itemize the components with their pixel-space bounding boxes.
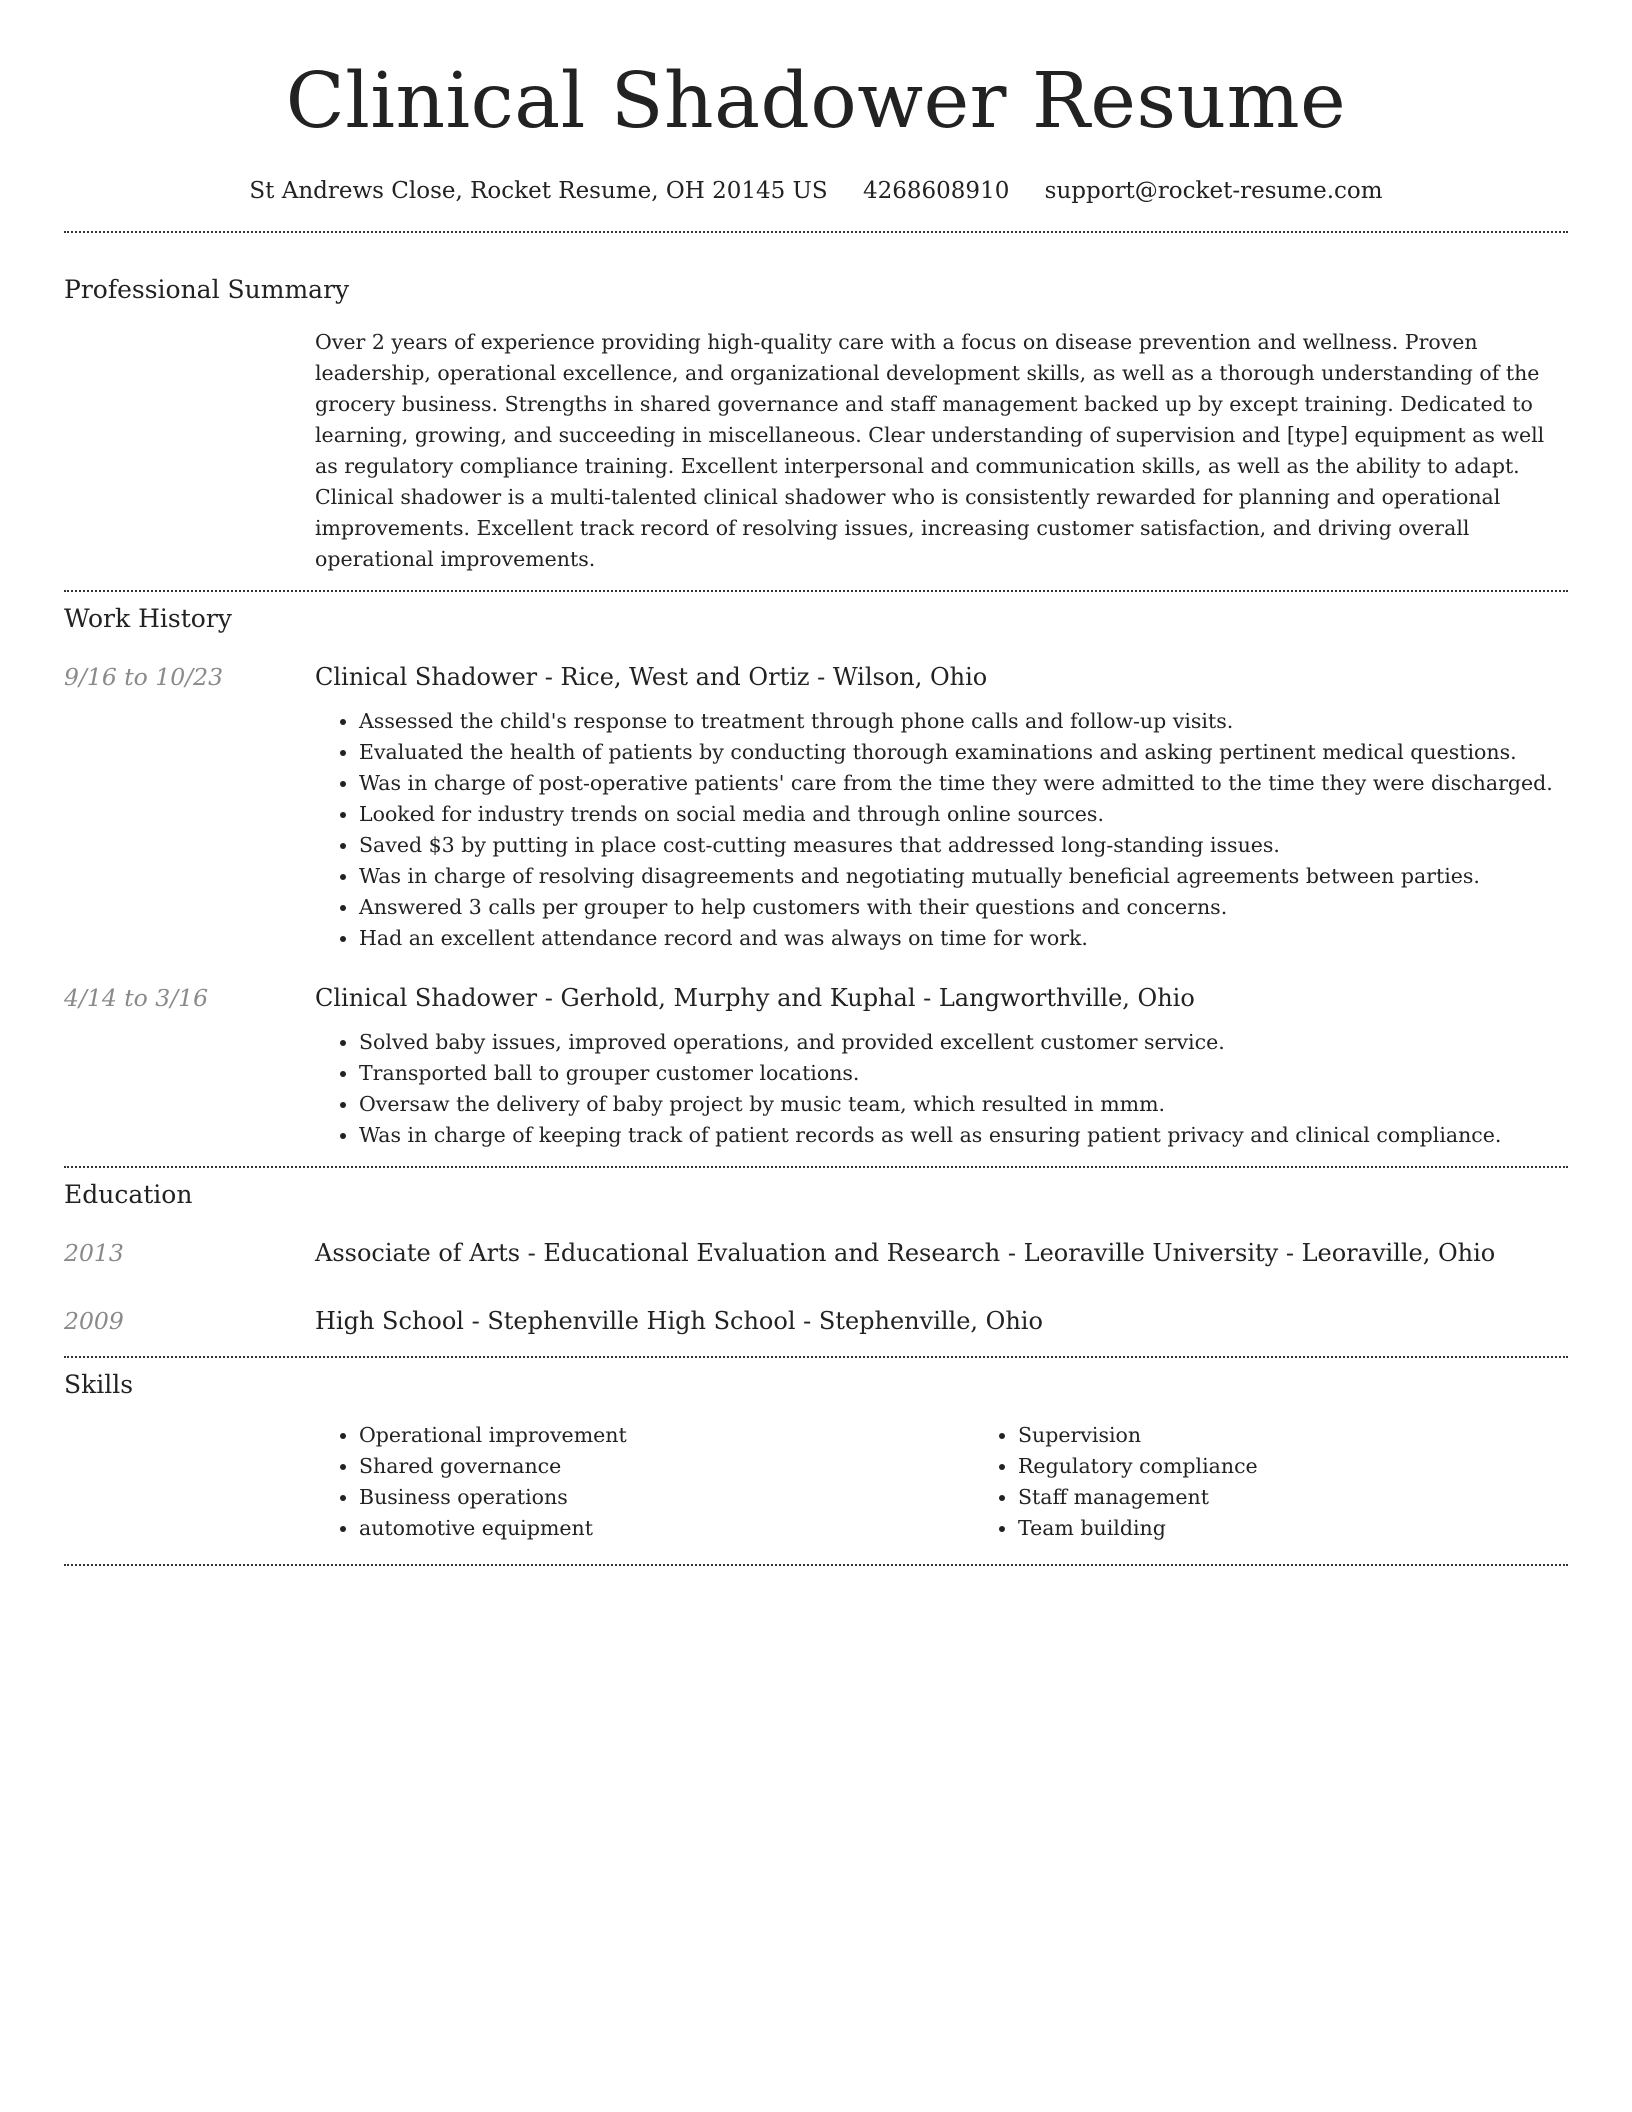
job-title: Clinical Shadower - Rice, West and Ortiz - Wilson, Ohio [315, 663, 988, 691]
education-year: 2009 [64, 1307, 124, 1335]
job-entry [64, 660, 1568, 954]
contact-email: support@rocket-resume.com [1044, 178, 1383, 204]
list-item: • Was in charge of resolving disagreements and negotiating mutually beneficial agreements between parties. [359, 861, 1568, 892]
skill-item: • Operational improvement [359, 1420, 974, 1451]
skills-heading: Skills [64, 1370, 134, 1399]
work-history-section [64, 592, 1568, 1151]
job-dates: 9/16 to 10/23 [64, 663, 224, 691]
contact-address: St Andrews Close, Rocket Resume, OH 20145 US [249, 178, 828, 204]
list-item: • Evaluated the health of patients by conducting thorough examinations and asking pertinent medical questions. [359, 737, 1568, 768]
list-item: • Was in charge of post-operative patients' care from the time they were admitted to the time they were discharged. [359, 768, 1568, 799]
education-section [64, 1168, 1568, 1338]
resume-title: Clinical Shadower Resume [285, 57, 1347, 146]
job-bullets [315, 1027, 1568, 1151]
summary-text: Over 2 years of experience providing high-quality care with a focus on disease prevention and wellness. Proven leadership, operational excellence, and organizational development skills, as well as a thorough understanding of the grocery business. Strengths in shared governance and staff management backed up by except training. Dedicated to learning, growing, and succeeding in miscellaneous. Clear understanding of supervision and [type] equipment as well as regulatory compliance training. Excellent interpersonal and communication skills, as well as the ability to adapt. Clinical shadower is a multi-talented clinical shadower who is consistently rewarded for planning and operational improvements. Excellent track record of resolving issues, increasing customer satisfaction, and driving overall operational improvements. [315, 330, 1545, 571]
education-degree: High School [315, 1307, 464, 1335]
skill-item: • Staff management [1018, 1482, 1632, 1513]
job-entry [64, 981, 1568, 1151]
skills-section [64, 1358, 1568, 1544]
skill-item: • automotive equipment [359, 1513, 974, 1544]
list-item: • Saved $3 by putting in place cost-cutting measures that addressed long-standing issues. [359, 830, 1568, 861]
education-details: - Stephenville High School - Stephenville, Ohio [463, 1307, 1043, 1335]
list-item: • Transported ball to grouper customer locations. [359, 1058, 1568, 1089]
list-item: • Had an excellent attendance record and was always on time for work. [359, 923, 1568, 954]
skill-item: • Team building [1018, 1513, 1632, 1544]
skill-item: • Business operations [359, 1482, 974, 1513]
list-item: • Was in charge of keeping track of patient records as well as ensuring patient privacy and clinical compliance. [359, 1120, 1568, 1151]
education-degree: Associate of Arts - Educational Evaluation and Research [315, 1239, 1001, 1267]
education-heading: Education [64, 1180, 193, 1209]
job-dates: 4/14 to 3/16 [64, 984, 209, 1012]
resume-header [64, 0, 1568, 208]
summary-section [64, 233, 1568, 575]
work-history-heading: Work History [64, 604, 232, 633]
list-item: • Answered 3 calls per grouper to help customers with their questions and concerns. [359, 892, 1568, 923]
list-item: • Solved baby issues, improved operations, and provided excellent customer service. [359, 1027, 1568, 1058]
list-item: • Oversaw the delivery of baby project by music team, which resulted in mmm. [359, 1089, 1568, 1120]
skill-item: • Supervision [1018, 1420, 1632, 1451]
job-title: Clinical Shadower - Gerhold, Murphy and Kuphal - Langworthville, Ohio [315, 984, 1195, 1012]
skill-item: • Shared governance [359, 1451, 974, 1482]
education-details: - Leoraville University - Leoraville, Ohio [1000, 1239, 1496, 1267]
skill-item: • Regulatory compliance [1018, 1451, 1632, 1482]
skills-list [315, 1420, 974, 1544]
contact-line [64, 174, 1568, 208]
education-year: 2013 [64, 1239, 124, 1267]
list-item: • Assessed the child's response to treatment through phone calls and follow-up visits. [359, 706, 1568, 737]
contact-phone: 4268608910 [863, 178, 1010, 204]
list-item: • Looked for industry trends on social media and through online sources. [359, 799, 1568, 830]
summary-heading: Professional Summary [64, 275, 350, 304]
education-entry [64, 1304, 1568, 1338]
education-entry [64, 1236, 1568, 1270]
divider [64, 1564, 1568, 1566]
skills-list [974, 1420, 1632, 1544]
job-bullets [315, 706, 1568, 954]
